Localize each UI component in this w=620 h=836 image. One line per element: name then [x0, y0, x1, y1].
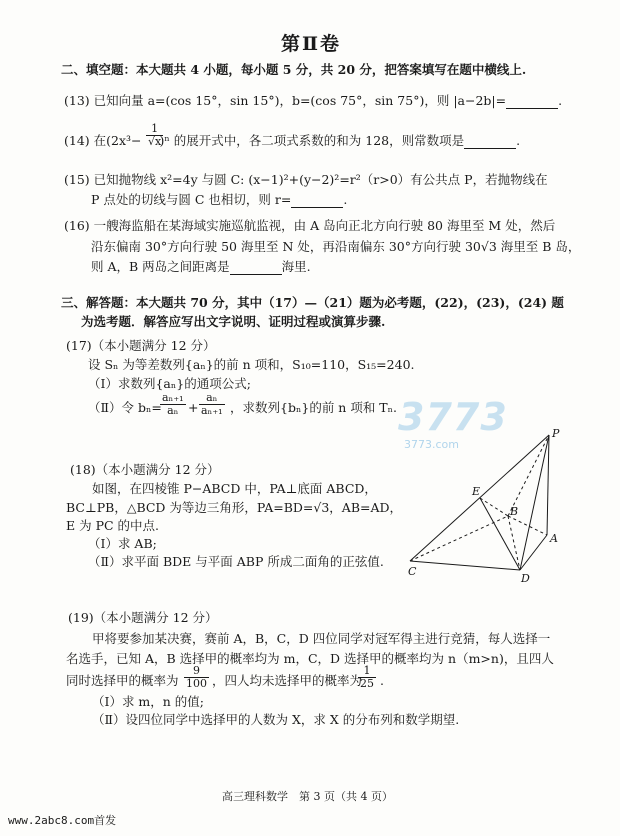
question-14-fraction	[146, 123, 163, 148]
fraction-denominator: 25	[360, 677, 374, 690]
fraction-numerator: aₙ₊₁	[162, 391, 184, 404]
question-18-part-2: （Ⅱ）求平面 BDE 与平面 ABP 所成二面角的正弦值.	[88, 554, 384, 569]
question-16-line-1: (16) 一艘海监船在某海域实施巡航监视，由 A 岛向正北方向行驶 80 海里至 M 处，然后	[64, 218, 556, 233]
label-a: A	[550, 532, 558, 545]
page-footer: 高三理科数学 第 3 页（共 4 页）	[222, 790, 393, 803]
label-e: E	[472, 485, 481, 498]
fraction-numerator: 9	[184, 665, 209, 678]
question-18-part-1: （Ⅰ）求 AB;	[88, 536, 157, 551]
question-14-expression: (2x³−	[106, 133, 142, 148]
question-18-line-2: BC⊥PB，△BCD 为等边三角形，PA=BD=√3，AB=AD，	[66, 500, 403, 515]
edge-pd	[520, 435, 549, 570]
label-d: D	[521, 572, 530, 585]
fraction-numerator: 1	[146, 123, 163, 136]
question-17-fraction-1	[160, 392, 186, 417]
fraction-denominator: aₙ₊₁	[201, 404, 223, 417]
page-title: 第Ⅱ卷	[281, 33, 342, 55]
fraction-denominator: √x	[148, 135, 162, 148]
answer-blank	[464, 136, 516, 149]
question-18-line-1: 如图，在四棱锥 P−ABCD 中，PA⊥底面 ABCD，	[92, 481, 377, 496]
answer-blank	[230, 262, 282, 275]
edge-pc	[410, 435, 549, 561]
edge-pb	[508, 435, 549, 516]
fraction-denominator: aₙ	[167, 404, 179, 417]
question-15-line-2: P 点处的切线与圆 C 也相切，则 r= .	[91, 192, 348, 207]
question-19-line-3-end: .	[380, 673, 384, 688]
question-18-line-3: E 为 PC 的中点.	[66, 518, 159, 533]
question-17-part-2-lead: （Ⅱ）令 bₙ=	[88, 400, 162, 415]
fraction-denominator: 100	[186, 677, 207, 690]
question-16-unit: 海里.	[281, 259, 311, 274]
question-14-rest: )ⁿ 的展开式中，各二项式系数的和为 128，则常数项是	[159, 133, 465, 148]
question-16-text: 则 A，B 两岛之间距离是	[91, 259, 230, 274]
question-17-part-1: （Ⅰ）求数列{aₙ}的通项公式;	[88, 376, 251, 391]
question-19-line-2: 名选手，已知 A，B 选择甲的概率均为 m，C，D 选择甲的概率均为 n（m>n)，且四人	[66, 651, 554, 666]
question-17-fraction-2	[199, 392, 225, 417]
watermark-logo: 3773	[398, 395, 508, 439]
edge-eb	[480, 498, 508, 516]
question-16-line-2: 沿东偏南 30°方向行驶 50 海里至 N 处，再沿南偏东 30°方向行驶 30√3 海里至 B 岛，	[91, 239, 581, 254]
source-footer: www.2abc8.com首发	[8, 814, 117, 827]
question-17-header: (17)（本小题满分 12 分）	[66, 338, 216, 353]
watermark-url: 3773.com	[404, 438, 459, 451]
question-14-lead: (14) 在	[64, 133, 107, 148]
section-3-title-line-2: 为选考题．解答应写出文字说明、证明过程或演算步骤.	[81, 314, 386, 329]
fraction-numerator: aₙ	[199, 392, 225, 405]
question-17-line-1: 设 Sₙ 为等差数列{aₙ}的前 n 项和，S₁₀=110，S₁₅=240.	[88, 357, 415, 372]
question-14: (14) 在(2x³− )ⁿ 的展开式中，各二项式系数的和为 128，则常数项是 .	[64, 133, 521, 148]
fraction-numerator: 1	[358, 665, 376, 678]
question-18-header: (18)（本小题满分 12 分）	[70, 462, 220, 477]
label-b: B	[510, 505, 519, 518]
question-19-fraction-2	[358, 665, 376, 690]
label-c: C	[408, 565, 417, 578]
question-15-text: P 点处的切线与圆 C 也相切，则 r=	[91, 192, 292, 207]
question-13: (13) 已知向量 a=(cos 15°，sin 15°)，b=(cos 75°，sin 75°)，则 |a−2b|= .	[64, 93, 563, 108]
question-19-line-1: 甲将要参加某决赛，赛前 A，B，C，D 四位同学对冠军得主进行竞猜，每人选择一	[92, 631, 551, 646]
question-19-part-1: （Ⅰ）求 m，n 的值;	[92, 694, 204, 709]
edge-cd	[410, 561, 520, 570]
question-17-part-2-rest: ，求数列{bₙ}的前 n 项和 Tₙ.	[230, 400, 398, 415]
pyramid-figure	[400, 425, 575, 585]
question-19-line-3-lead: 同时选择甲的概率为	[66, 673, 179, 688]
section-3-title-line-1: 三、解答题：本大题共 70 分，其中（17）—（21）题为必考题，(22)，(23)，(24) 题	[61, 295, 564, 310]
question-19-fraction-1	[184, 665, 209, 690]
question-19-line-3-middle: ，四人均未选择甲的概率为	[212, 673, 363, 688]
question-13-text: (13) 已知向量 a=(cos 15°，sin 15°)，b=(cos 75°，sin 75°)，则 |a−2b|=	[64, 93, 507, 108]
edge-ba	[508, 516, 547, 535]
question-15-line-1: (15) 已知抛物线 x²=4y 与圆 C: (x−1)²+(y−2)²=r²（r>0）有公共点 P，若抛物线在	[64, 172, 548, 187]
edge-cb	[410, 516, 508, 561]
question-19-part-2: （Ⅱ）设四位同学中选择甲的人数为 X，求 X 的分布列和数学期望.	[92, 712, 460, 727]
question-19-header: (19)（本小题满分 12 分）	[68, 610, 218, 625]
question-16-line-3	[91, 259, 311, 275]
plus-sign: +	[188, 400, 199, 415]
edge-pa	[547, 435, 549, 535]
label-p: P	[552, 427, 560, 440]
edge-bd	[508, 516, 520, 570]
answer-blank	[506, 96, 558, 109]
section-2-title: 二、填空题：本大题共 4 小题，每小题 5 分，共 20 分，把答案填写在题中横线上.	[61, 62, 527, 77]
answer-blank	[291, 195, 343, 208]
